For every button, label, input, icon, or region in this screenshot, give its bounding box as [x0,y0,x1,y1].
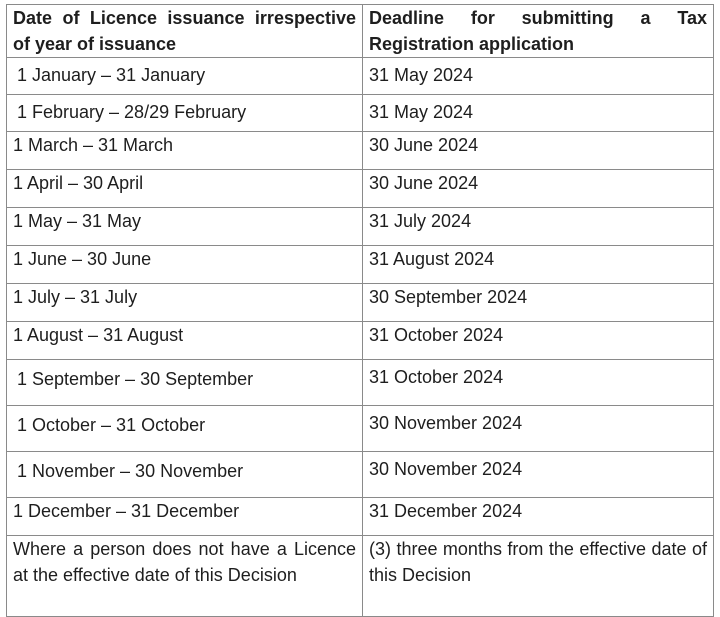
period-cell: 1 November – 30 November [7,452,363,498]
deadline-cell: 31 May 2024 [363,58,714,95]
deadline-cell: 31 August 2024 [363,246,714,284]
licence-deadline-table [6,4,714,617]
period-cell: 1 March – 31 March [7,132,363,170]
table-row [7,246,714,284]
period-cell: 1 July – 31 July [7,284,363,322]
period-cell: Where a person does not have a Licence at the effective date of this Decision [7,536,363,617]
deadline-cell: 31 December 2024 [363,498,714,536]
period-cell: 1 September – 30 September [7,360,363,406]
table-row [7,132,714,170]
header-licence-issuance-date: Date of Licence issuance irrespective of year of issuance [7,5,363,58]
deadline-cell: 30 June 2024 [363,170,714,208]
deadline-cell: 31 October 2024 [363,322,714,360]
deadline-cell: 30 November 2024 [363,406,714,452]
deadline-cell: (3) three months from the effective date of this Decision [363,536,714,617]
period-cell: 1 August – 31 August [7,322,363,360]
table-row [7,284,714,322]
table-row [7,58,714,95]
table-row [7,322,714,360]
table-row [7,170,714,208]
deadline-cell: 31 October 2024 [363,360,714,406]
deadline-cell: 30 September 2024 [363,284,714,322]
table-row [7,536,714,617]
table-row [7,406,714,452]
period-cell: 1 May – 31 May [7,208,363,246]
table-row [7,208,714,246]
period-cell: 1 June – 30 June [7,246,363,284]
deadline-cell: 31 July 2024 [363,208,714,246]
period-cell: 1 January – 31 January [7,58,363,95]
table-row [7,498,714,536]
deadline-cell: 31 May 2024 [363,95,714,132]
table-row [7,360,714,406]
period-cell: 1 October – 31 October [7,406,363,452]
table-row [7,95,714,132]
period-cell: 1 April – 30 April [7,170,363,208]
period-cell: 1 February – 28/29 February [7,95,363,132]
header-registration-deadline: Deadline for submitting a Tax Registration application [363,5,714,58]
table-row [7,452,714,498]
table-header-row [7,5,714,58]
period-cell: 1 December – 31 December [7,498,363,536]
deadline-cell: 30 November 2024 [363,452,714,498]
deadline-cell: 30 June 2024 [363,132,714,170]
